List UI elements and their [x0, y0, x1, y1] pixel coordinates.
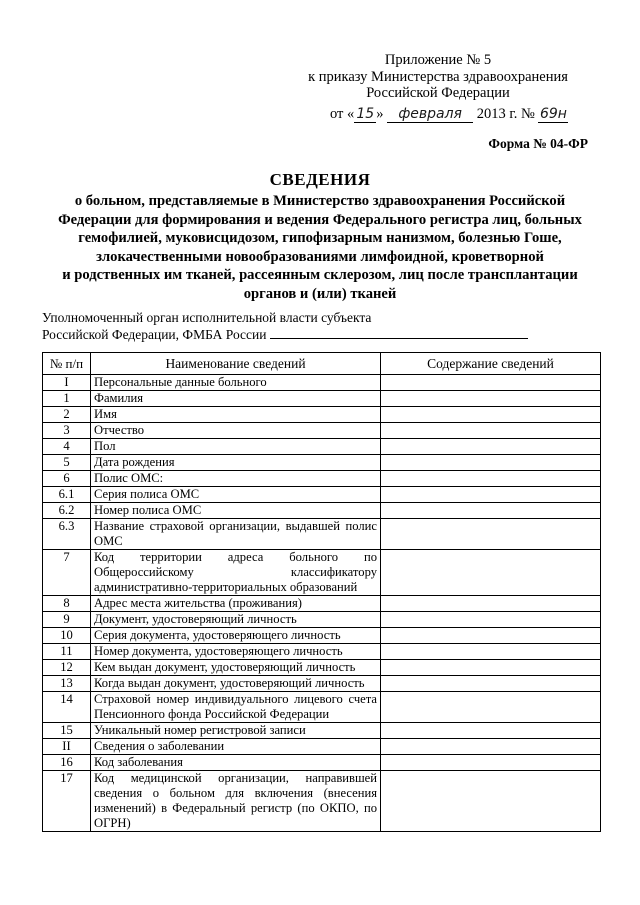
row-field-value[interactable] — [381, 503, 601, 519]
table-row — [43, 612, 601, 628]
row-field-value[interactable] — [381, 612, 601, 628]
table-row — [43, 660, 601, 676]
subtitle-line: Федерации для формирования и ведения Федерального регистра лиц, больных — [58, 211, 582, 228]
row-field-value[interactable] — [381, 423, 601, 439]
row-field-value[interactable] — [381, 455, 601, 471]
row-field-name: Фамилия — [91, 391, 381, 407]
order-number: 69н — [539, 106, 567, 122]
table-body — [43, 375, 601, 832]
table-row — [43, 596, 601, 612]
row-field-value[interactable] — [381, 471, 601, 487]
row-field-name: Код территории адреса больного по Общероссийскому классификатору административно-территориальных образований — [91, 550, 381, 596]
table-row — [43, 550, 601, 596]
row-number: 13 — [43, 676, 91, 692]
subtitle-line: злокачественными новообразованиями лимфоидной, кроветворной — [96, 248, 544, 265]
subtitle-line: и родственных им тканей, рассеянным склерозом, лиц после трансплантации — [62, 267, 578, 283]
authority-line-1: Уполномоченный орган исполнительной власти субъекта — [42, 310, 372, 325]
row-field-name: Серия полиса ОМС — [91, 487, 381, 503]
row-field-value[interactable] — [381, 692, 601, 723]
row-field-name: Персональные данные больного — [91, 375, 381, 391]
subtitle-line: гемофилией, муковисцидозом, гипофизарным нанизмом, болезнью Гоше, — [78, 230, 562, 246]
row-number: 4 — [43, 439, 91, 455]
order-month: февраля — [387, 106, 473, 123]
row-field-value[interactable] — [381, 375, 601, 391]
row-number: 1 — [43, 391, 91, 407]
row-number: 6 — [43, 471, 91, 487]
row-number: 5 — [43, 455, 91, 471]
order-day: 15 — [354, 106, 376, 123]
subtitle-line: о больном, представляемые в Министерство здравоохранения Российской — [74, 193, 566, 209]
row-number: 16 — [43, 755, 91, 771]
authority-block — [42, 309, 528, 343]
row-number: 9 — [43, 612, 91, 628]
appendix-order-ref: к приказу Министерства здравоохранения — [308, 68, 568, 85]
row-field-name: Кем выдан документ, удостоверяющий личность — [91, 660, 381, 676]
table-row — [43, 644, 601, 660]
row-field-name: Уникальный номер регистровой записи — [91, 723, 381, 739]
table-row — [43, 487, 601, 503]
row-number: 11 — [43, 644, 91, 660]
order-prefix: от « — [330, 106, 355, 122]
row-field-value[interactable] — [381, 628, 601, 644]
order-mid: » — [376, 106, 384, 122]
row-field-name: Адрес места жительства (проживания) — [91, 596, 381, 612]
authority-line-2 — [42, 326, 528, 343]
table-row — [43, 391, 601, 407]
row-field-name: Имя — [91, 407, 381, 423]
row-number: 10 — [43, 628, 91, 644]
row-field-name: Страховой номер индивидуального лицевого счета Пенсионного фонда Российской Федерации — [91, 692, 381, 723]
header-name: Наименование сведений — [91, 353, 381, 375]
table-row — [43, 771, 601, 832]
row-number: 2 — [43, 407, 91, 423]
row-field-value[interactable] — [381, 723, 601, 739]
table-header-row — [43, 353, 601, 375]
table-row — [43, 628, 601, 644]
order-year: 2013 г. № — [476, 106, 535, 122]
row-number: 6.3 — [43, 519, 91, 550]
order-date-line — [330, 106, 590, 128]
row-number: I — [43, 375, 91, 391]
row-number: 12 — [43, 660, 91, 676]
row-field-value[interactable] — [381, 391, 601, 407]
row-field-name: Пол — [91, 439, 381, 455]
table-row — [43, 723, 601, 739]
appendix-number: Приложение № 5 — [384, 52, 492, 68]
appendix-header — [288, 52, 588, 102]
row-field-value[interactable] — [381, 439, 601, 455]
row-field-value[interactable] — [381, 519, 601, 550]
row-field-value[interactable] — [381, 771, 601, 832]
appendix-ministry: Российской Федерации — [366, 85, 510, 101]
row-field-value[interactable] — [381, 660, 601, 676]
row-field-name: Номер документа, удостоверяющего личность — [91, 644, 381, 660]
row-field-value[interactable] — [381, 407, 601, 423]
table-row — [43, 519, 601, 550]
table-row — [43, 692, 601, 723]
row-number: 6.1 — [43, 487, 91, 503]
form-number: Форма № 04-ФР — [488, 136, 588, 151]
table-row — [43, 375, 601, 391]
data-table — [42, 352, 601, 832]
row-field-name: Сведения о заболевании — [91, 739, 381, 755]
row-field-value[interactable] — [381, 596, 601, 612]
table-row — [43, 407, 601, 423]
header-num: № п/п — [43, 353, 91, 375]
row-number: 14 — [43, 692, 91, 723]
table-row — [43, 676, 601, 692]
row-field-value[interactable] — [381, 550, 601, 596]
table-row — [43, 755, 601, 771]
row-number: 15 — [43, 723, 91, 739]
row-number: 7 — [43, 550, 91, 596]
row-number: 6.2 — [43, 503, 91, 519]
row-number: II — [43, 739, 91, 755]
subtitle-line: органов и (или) тканей — [243, 285, 397, 302]
table-row — [43, 455, 601, 471]
table-row — [43, 739, 601, 755]
document-subtitle — [30, 192, 610, 303]
row-field-value[interactable] — [381, 644, 601, 660]
row-number: 8 — [43, 596, 91, 612]
authority-label: Российской Федерации, ФМБА России — [42, 327, 267, 342]
row-number: 17 — [43, 771, 91, 832]
row-field-name: Полис ОМС: — [91, 471, 381, 487]
table-row — [43, 503, 601, 519]
row-field-name: Название страховой организации, выдавшей полис ОМС — [91, 519, 381, 550]
row-field-name: Серия документа, удостоверяющего личность — [91, 628, 381, 644]
row-field-value[interactable] — [381, 676, 601, 692]
table-row — [43, 423, 601, 439]
row-field-value[interactable] — [381, 487, 601, 503]
header-content: Содержание сведений — [381, 353, 601, 375]
authority-blank-field[interactable] — [270, 327, 528, 339]
row-field-value[interactable] — [381, 755, 601, 771]
row-field-name: Дата рождения — [91, 455, 381, 471]
table-row — [43, 439, 601, 455]
row-field-name: Номер полиса ОМС — [91, 503, 381, 519]
row-field-name: Отчество — [91, 423, 381, 439]
table-row — [43, 471, 601, 487]
row-field-name: Когда выдан документ, удостоверяющий личность — [91, 676, 381, 692]
document-title: СВЕДЕНИЯ — [269, 170, 371, 189]
row-field-name: Документ, удостоверяющий личность — [91, 612, 381, 628]
row-field-name: Код заболевания — [91, 755, 381, 771]
row-field-value[interactable] — [381, 739, 601, 755]
row-field-name: Код медицинской организации, направившей сведения о больном для включения (внесения изменений) в Федеральный регистр (по ОКПО, по ОГРН) — [91, 771, 381, 832]
row-number: 3 — [43, 423, 91, 439]
